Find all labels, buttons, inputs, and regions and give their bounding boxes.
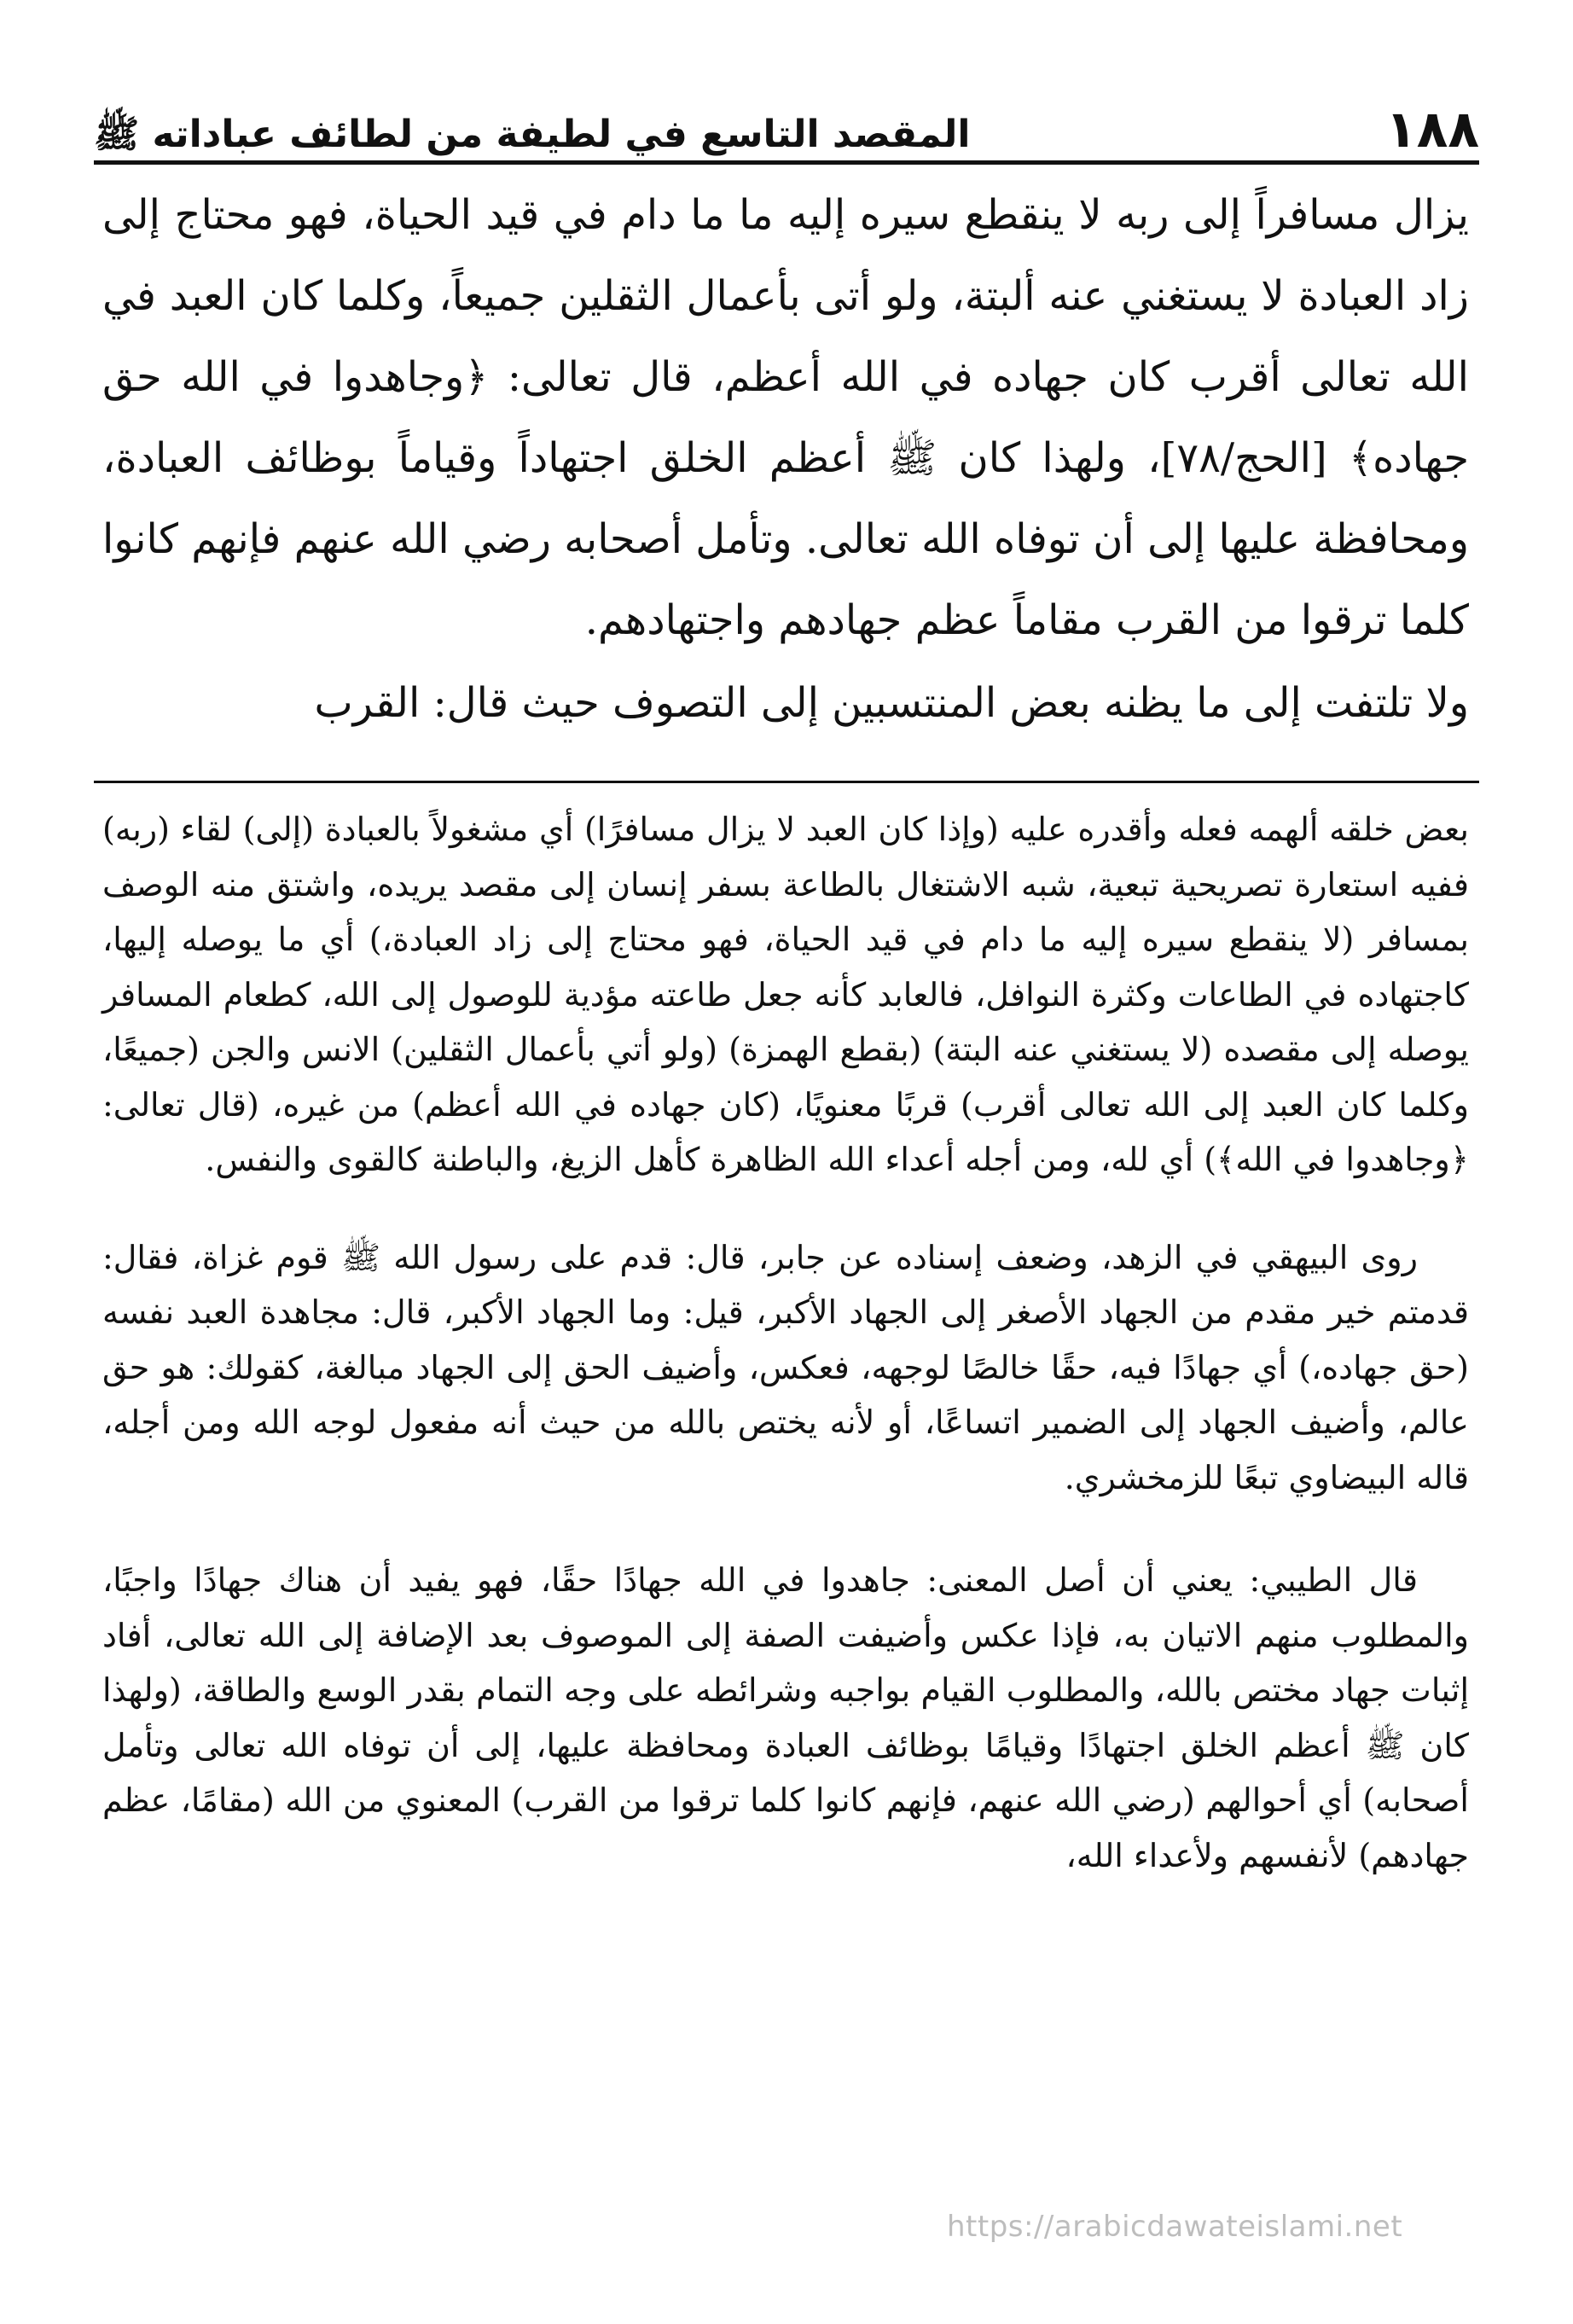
commentary-section	[102, 802, 1469, 1883]
commentary-paragraph: بعض خلقه ألهمه فعله وأقدره عليه (وإذا كان العبد لا يزال مسافرًا) أي مشغولاً بالعبادة (إلى) لقاء (ربه) ففيه استعارة تصريحية تبعية، شبه الاشتغال بالطاعة بسفر إنسان إلى مقصد يريده، واشتق منه الوصف بمسافر (لا ينقطع سيره إليه ما دام في قيد الحياة، فهو محتاج إلى زاد العبادة،) أي ما يوصله إليها، كاجتهاده في الطاعات وكثرة النوافل، فالعابد كأنه جعل طاعته مؤدية للوصول إلى الله، كطعام المسافر يوصله إلى مقصده (لا يستغني عنه البتة) (بقطع الهمزة) (ولو أتي بأعمال الثقلين) الانس والجن (جميعًا، وكلما كان العبد إلى الله تعالى أقرب) قربًا معنويًا، (كان جهاده في الله أعظم) من غيره، (قال تعالى: ﴿وجاهدوا في الله﴾) أي لله، ومن أجله أعداء الله الظاهرة كأهل الزيغ، والباطنة كالقوى والنفس.	[102, 810, 1469, 1178]
main-text	[102, 175, 1469, 744]
header-rule	[94, 160, 1479, 165]
watermark-url: https://arabicdawateislami.net	[947, 2210, 1403, 2244]
page-number: ١٨٨	[1385, 100, 1479, 160]
running-header	[94, 78, 1479, 160]
running-title: المقصد التاسع في لطيفة من لطائف عباداته ﷺ	[94, 112, 971, 156]
main-paragraph: يزال مسافراً إلى ربه لا ينقطع سيره إليه ما ما دام في قيد الحياة، فهو محتاج إلى زاد العبادة لا يستغني عنه ألبتة، ولو أتى بأعمال الثقلين جميعاً، وكلما كان العبد في الله تعالى أقرب كان جهاده في الله أعظم، قال تعالى: ﴿وجاهدوا في الله حق جهاده﴾ [الحج/٧٨]، ولهذا كان ﷺ أعظم الخلق اجتهاداً وقياماً بوظائف العبادة، ومحافظة عليها إلى أن توفاه الله تعالى. وتأمل أصحابه رضي الله عنهم فإنهم كانوا كلما ترقوا من القرب مقاماً عظم جهادهم واجتهادهم.	[102, 191, 1470, 644]
commentary-paragraph: روى البيهقي في الزهد، وضعف إسناده عن جابر، قال: قدم على رسول الله ﷺ قوم غزاة، فقال: قدمتم خير مقدم من الجهاد الأصغر إلى الجهاد الأكبر، قيل: وما الجهاد الأكبر، قال: مجاهدة العبد نفسه (حق جهاده،) أي جهادًا فيه، حقًا خالصًا لوجهه، فعكس، وأضيف الحق إلى الجهاد مبالغة، كقولك: هو حق عالم، وأضيف الجهاد إلى الضمير اتساعًا، أو لأنه يختص بالله من حيث أنه مفعول لوجه الله ومن أجله، قاله البيضاوي تبعًا للزمخشري.	[102, 1238, 1469, 1496]
footnote-separator	[94, 781, 1479, 783]
main-paragraph: ولا تلتفت إلى ما يظنه بعض المنتسبين إلى التصوف حيث قال: القرب	[314, 679, 1469, 727]
commentary-paragraph: قال الطيبي: يعني أن أصل المعنى: جاهدوا في الله جهادًا حقًا، فهو يفيد أن هناك جهادًا واجبًا، والمطلوب منهم الاتيان به، فإذا عكس وأضيفت الصفة إلى الموصوف بعد الإضافة إلى الله تعالى، أفاد إثبات جهاد مختص بالله، والمطلوب القيام بواجبه وشرائطه على وجه التمام بقدر الوسع والطاقة، (ولهذا كان ﷺ أعظم الخلق اجتهادًا وقيامًا بوظائف العبادة ومحافظة عليها، إلى أن توفاه الله تعالى وتأمل أصحابه) أي أحوالهم (رضي الله عنهم، فإنهم كانوا كلما ترقوا من القرب) المعنوي من الله (مقامًا، عظم جهادهم) لأنفسهم ولأعداء الله،	[102, 1561, 1469, 1874]
